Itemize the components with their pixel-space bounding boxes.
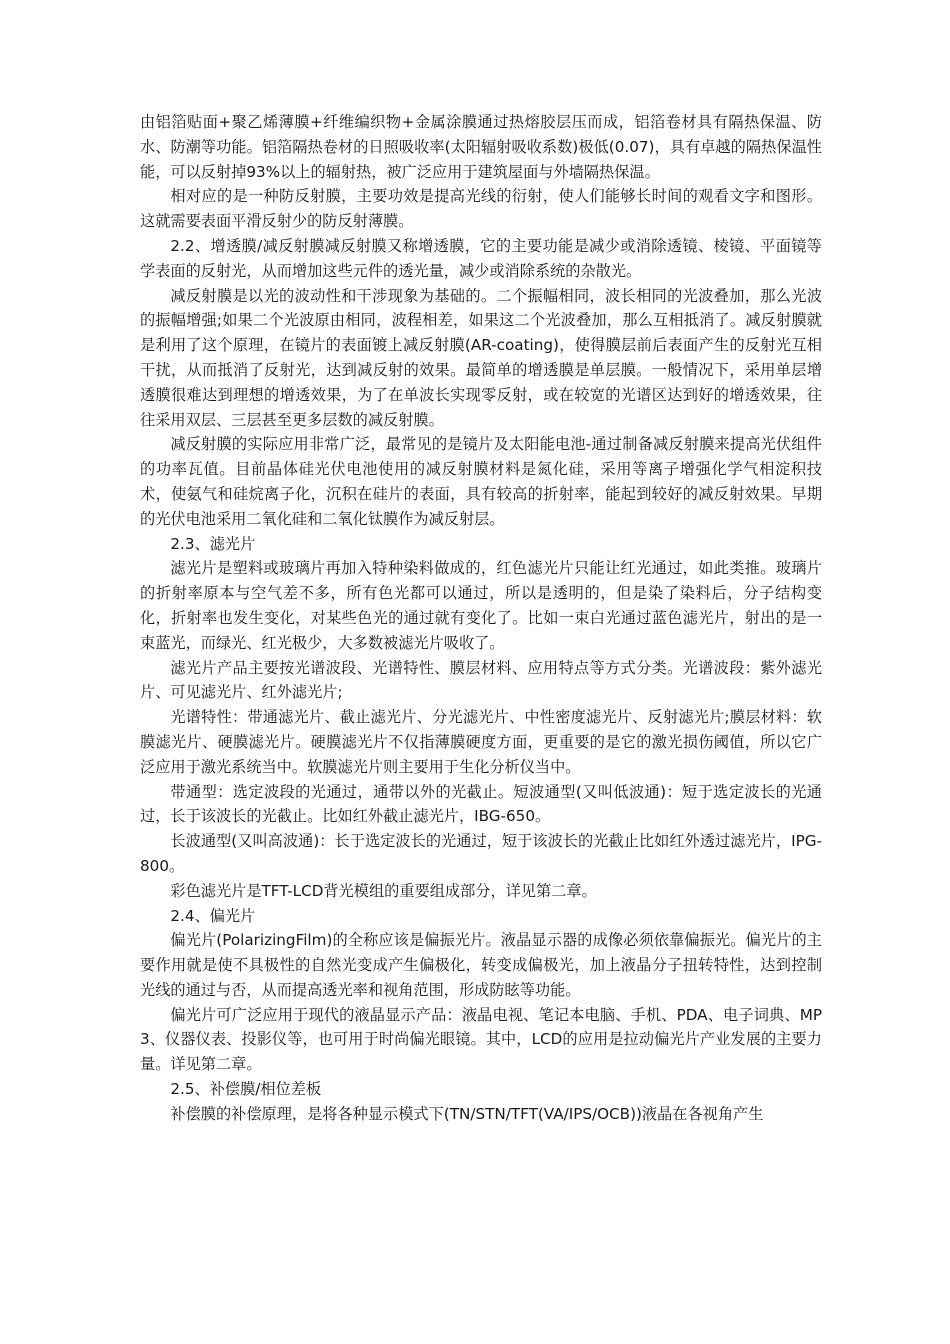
- section-heading-2-2: 2.2、增透膜/减反射膜减反射膜又称增透膜，它的主要功能是减少或消除透镜、棱镜、平面镜等学表面的反射光，从而增加这些元件的透光量，减少或消除系统的杂散光。: [140, 236, 822, 280]
- section-heading-2-4: 2.4、偏光片: [170, 906, 256, 925]
- section-heading-2-3: 2.3、滤光片: [170, 534, 256, 553]
- paragraph: 带通型：选定波段的光通过，通带以外的光截止。短波通型(又叫低波通)：短于选定波长的光通过，长于该波长的光截止。比如红外截止滤光片，IBG-650。: [140, 782, 822, 826]
- paragraph: 减反射膜是以光的波动性和干涉现象为基础的。二个振幅相同，波长相同的光波叠加，那么光波的振幅增强;如果二个光波原由相同，波程相差，如果这二个光波叠加，那么互相抵消了。减反射膜就是利用了这个原理，在镜片的表面镀上减反射膜(AR-coating)，使得膜层前后表面产生的反射光互相干扰，从而抵消了反射光，达到减反射的效果。最简单的增透膜是单层膜。一般情况下，采用单层增透膜很难达到理想的增透效果，为了在单波长实现零反射，或在较宽的光谱区达到好的增透效果，往往采用双层、三层甚至更多层数的减反射膜。: [140, 286, 822, 429]
- paragraph: 滤光片是塑料或玻璃片再加入特种染料做成的，红色滤光片只能让红光通过，如此类推。玻璃片的折射率原本与空气差不多，所有色光都可以通过，所以是透明的，但是染了染料后，分子结构变化，折射率也发生变化，对某些色光的通过就有变化了。比如一束白光通过蓝色滤光片，射出的是一束蓝光，而绿光、红光极少，大多数被滤光片吸收了。: [140, 559, 822, 652]
- paragraph: 偏光片(PolarizingFilm)的全称应该是偏振光片。液晶显示器的成像必须依靠偏振光。偏光片的主要作用就是使不具极性的自然光变成产生偏极化，转变成偏极光，加上液晶分子扭转特性，达到控制光线的通过与否，从而提高透光率和视角范围，形成防眩等功能。: [140, 931, 822, 999]
- paragraph: 彩色滤光片是TFT-LCD背光模组的重要组成部分，详见第二章。: [170, 881, 597, 900]
- paragraph: 滤光片产品主要按光谱波段、光谱特性、膜层材料、应用特点等方式分类。光谱波段：紫外滤光片、可见滤光片、红外滤光片;: [140, 658, 822, 702]
- paragraph: 光谱特性：带通滤光片、截止滤光片、分光滤光片、中性密度滤光片、反射滤光片;膜层材料：软膜滤光片、硬膜滤光片。硬膜滤光片不仅指薄膜硬度方面，更重要的是它的激光损伤阈值，所以它广泛应用于激光系统当中。软膜滤光片则主要用于生化分析仪当中。: [140, 708, 822, 776]
- paragraph: 补偿膜的补偿原理，是将各种显示模式下(TN/STN/TFT(VA/IPS/OCB))液晶在各视角产生: [170, 1104, 764, 1123]
- document-page: [140, 110, 822, 1127]
- paragraph: 相对应的是一种防反射膜，主要功效是提高光线的衍射，使人们能够长时间的观看文字和图形。这就需要表面平滑反射少的防反射薄膜。: [140, 187, 822, 231]
- paragraph: 减反射膜的实际应用非常广泛，最常见的是镜片及太阳能电池-通过制备减反射膜来提高光伏组件的功率瓦值。目前晶体硅光伏电池使用的减反射膜材料是氮化硅，采用等离子增强化学气相淀积技术，使氨气和硅烷离子化，沉积在硅片的表面，具有较高的折射率，能起到较好的减反射效果。早期的光伏电池采用二氧化硅和二氧化钛膜作为减反射层。: [140, 435, 822, 528]
- paragraph: 偏光片可广泛应用于现代的液晶显示产品：液晶电视、笔记本电脑、手机、PDA、电子词典、MP3、仪器仪表、投影仪等，也可用于时尚偏光眼镜。其中，LCD的应用是拉动偏光片产业发展的主要力量。详见第二章。: [140, 1005, 822, 1074]
- section-heading-2-5: 2.5、补偿膜/相位差板: [170, 1080, 322, 1099]
- paragraph: 长波通型(又叫高波通)：长于选定波长的光通过，短于该波长的光截止比如红外透过滤光片，IPG-800。: [140, 832, 822, 875]
- paragraph: 由铝箔贴面+聚乙烯薄膜+纤维编织物+金属涂膜通过热熔胶层压而成，铝箔卷材具有隔热保温、防水、防潮等功能。铝箔隔热卷材的日照吸收率(太阳辐射吸收系数)极低(0.07)，具有卓越的隔热保温性能，可以反射掉93%以上的辐射热，被广泛应用于建筑屋面与外墙隔热保温。: [140, 113, 822, 181]
